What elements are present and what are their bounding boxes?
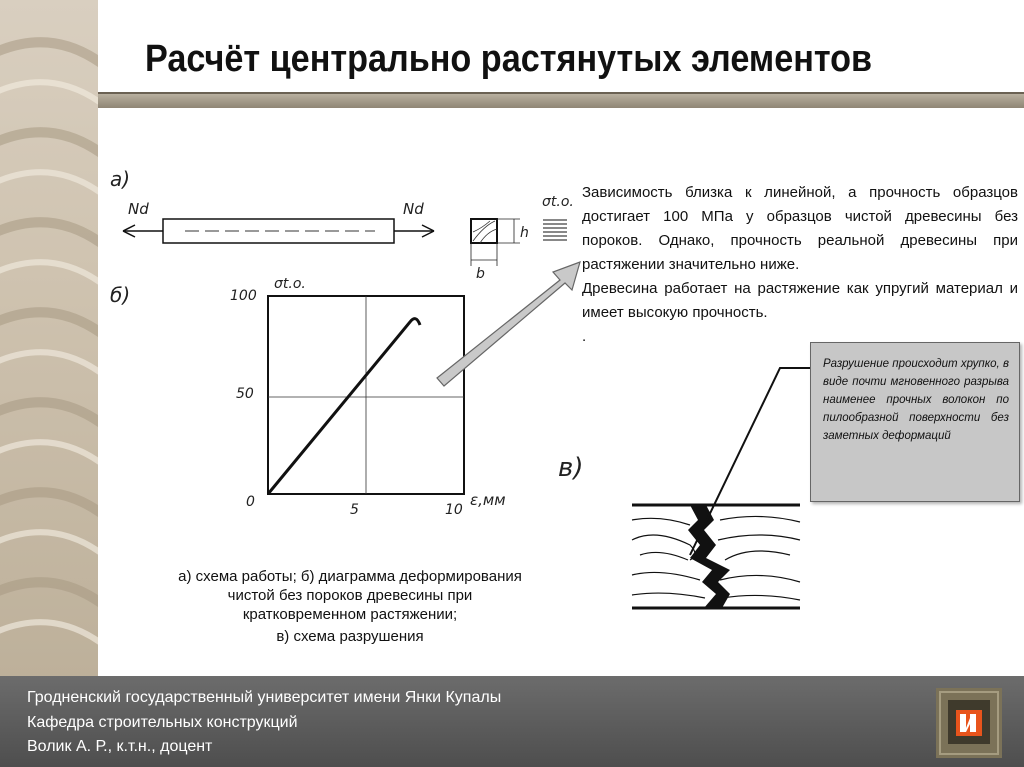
force-left-label: Nd bbox=[128, 200, 149, 218]
panel-a-label: а) bbox=[110, 167, 131, 191]
footer-department: Кафедра строительных конструкций bbox=[27, 714, 298, 731]
x-tick-5: 5 bbox=[350, 502, 359, 518]
fracture-callout-text: Разрушение происходит хрупко, в виде почти мгновенного разрыва наименее прочных волокон по пилообразной поверхности без заметных деформаций bbox=[823, 358, 1009, 442]
pointer-arrow-icon bbox=[437, 262, 580, 386]
footer-university: Гродненский государственный университет имени Янки Купалы bbox=[27, 689, 502, 706]
force-right-label: Nd bbox=[403, 200, 424, 218]
description-paragraph-3: . bbox=[582, 328, 587, 345]
description-paragraph-2: Древесина работает на растяжение как упругий материал и имеет высокую прочность. bbox=[582, 280, 1018, 321]
dim-h-label: h bbox=[520, 225, 529, 241]
cross-section bbox=[471, 194, 574, 282]
panel-v-label: в) bbox=[558, 453, 584, 483]
footer-author: Волик А. Р., к.т.н., доцент bbox=[27, 738, 213, 755]
stress-strain-curve bbox=[268, 319, 420, 494]
y-tick-0: 0 bbox=[246, 494, 255, 510]
caption-line-4: в) схема разрушения bbox=[276, 628, 424, 645]
fracture-scheme bbox=[632, 500, 802, 612]
x-tick-10: 10 bbox=[445, 502, 463, 518]
stress-hatch bbox=[543, 220, 567, 240]
description-text bbox=[582, 181, 1018, 349]
caption-line-3: кратковременном растяжении; bbox=[242, 606, 458, 623]
tension-bar-scheme bbox=[123, 200, 434, 243]
caption-line-2: чистой без пороков древесины при bbox=[227, 587, 473, 604]
university-logo-icon bbox=[936, 688, 1002, 758]
graph-y-label: σt.o. bbox=[274, 276, 306, 292]
footer bbox=[0, 676, 1024, 767]
figure-caption bbox=[140, 567, 560, 646]
y-tick-100: 100 bbox=[230, 288, 257, 304]
section-grain bbox=[473, 221, 497, 243]
dim-b-label: b bbox=[476, 266, 485, 282]
caption-line-1: а) схема работы; б) диаграмма деформирования bbox=[178, 568, 522, 585]
stress-strain-graph bbox=[230, 276, 506, 518]
description-paragraph-1: Зависимость близка к линейной, а прочность образцов достигает 100 МПа у образцов чистой древесины без пороков. Однако, прочность реальной древесины при растяжении значительно ниже. bbox=[582, 184, 1018, 273]
graph-x-label: ε,мм bbox=[470, 491, 506, 509]
page-title: Расчёт центрально растянутых элементов bbox=[145, 38, 873, 80]
panel-b-label: б) bbox=[110, 283, 131, 307]
stress-symbol-label: σt.o. bbox=[542, 194, 574, 210]
y-tick-50: 50 bbox=[236, 386, 254, 402]
fracture-callout-box bbox=[810, 342, 1020, 502]
